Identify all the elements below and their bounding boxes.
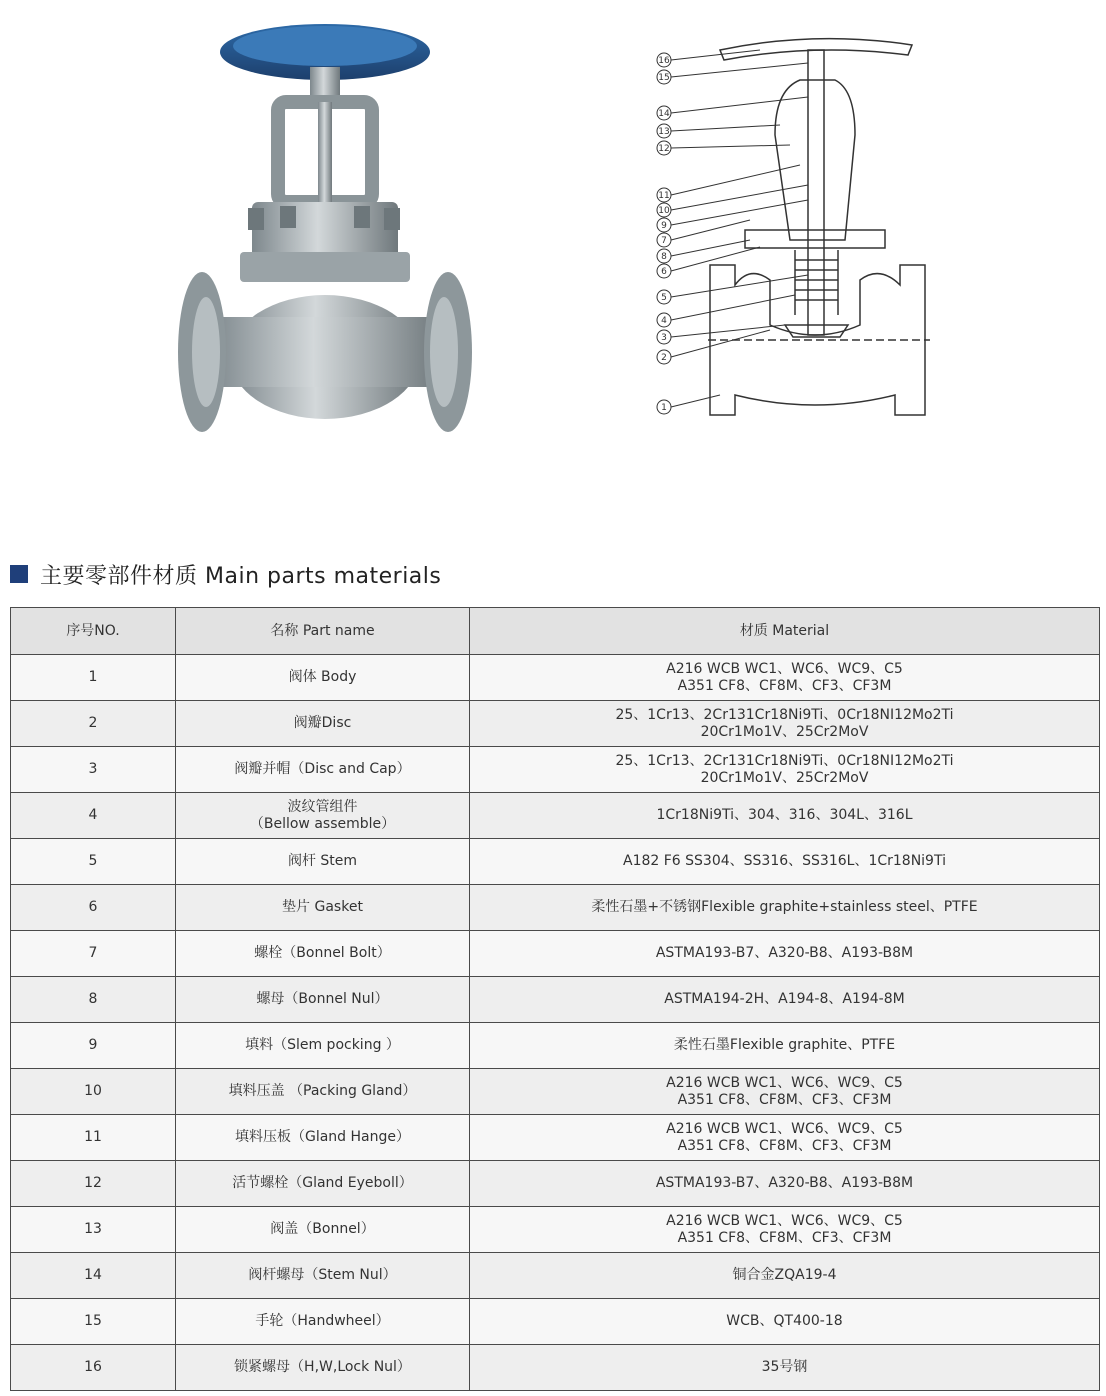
- svg-text:10: 10: [658, 206, 670, 216]
- table-row: [11, 885, 1100, 931]
- material-line: A216 WCB WC1、WC6、WC9、C5: [666, 660, 903, 677]
- cell-no: 9: [11, 1023, 176, 1069]
- cell-material: [470, 1207, 1100, 1253]
- cell-material: [470, 1345, 1100, 1391]
- callout-16: [657, 50, 760, 67]
- material-line: 柔性石墨+不锈钢Flexible graphite+stainless steel、PTFE: [591, 899, 978, 915]
- part-name-line: 锁紧螺母（H,W,Lock Nul）: [234, 1359, 411, 1375]
- cell-no: 8: [11, 977, 176, 1023]
- section-title-text: 主要零部件材质 Main parts materials: [40, 563, 442, 589]
- callout-12: [657, 141, 790, 155]
- part-name-line: 垫片 Gasket: [282, 899, 363, 915]
- material-line: A216 WCB WC1、WC6、WC9、C5: [666, 1120, 903, 1137]
- cell-part-name: [176, 1207, 470, 1253]
- cell-material: [470, 1069, 1100, 1115]
- material-line: ASTMA193-B7、A320-B8、A193-B8M: [655, 1175, 914, 1191]
- svg-text:8: 8: [661, 252, 667, 262]
- cell-part-name: [176, 1345, 470, 1391]
- cell-no: 3: [11, 747, 176, 793]
- cell-part-name: [176, 1161, 470, 1207]
- table-row: [11, 839, 1100, 885]
- cell-material: [470, 701, 1100, 747]
- callout-6: [657, 247, 760, 278]
- cell-no: 12: [11, 1161, 176, 1207]
- cell-part-name: [176, 1069, 470, 1115]
- material-line: 柔性石墨Flexible graphite、PTFE: [673, 1037, 896, 1053]
- cell-material: [470, 655, 1100, 701]
- callout-11: [657, 165, 800, 202]
- table-row: [11, 1345, 1100, 1391]
- svg-text:2: 2: [661, 353, 667, 363]
- material-line: 铜合金ZQA19-4: [732, 1267, 837, 1283]
- part-name-line: （Bellow assemble）: [249, 815, 396, 832]
- part-name-line: 阀瓣Disc: [293, 715, 352, 731]
- callout-4: [657, 295, 795, 327]
- cell-no: 1: [11, 655, 176, 701]
- cell-part-name: [176, 747, 470, 793]
- material-line: A351 CF8、CF8M、CF3、CF3M: [677, 677, 892, 694]
- table-row: [11, 1253, 1100, 1299]
- part-name-line: 阀杆螺母（Stem Nul）: [248, 1267, 397, 1283]
- table-row: [11, 747, 1100, 793]
- svg-text:6: 6: [661, 267, 667, 277]
- table-row: [11, 793, 1100, 839]
- cell-material: [470, 1161, 1100, 1207]
- cell-no: 4: [11, 793, 176, 839]
- heading-square-icon: [10, 565, 28, 583]
- cell-part-name: [176, 793, 470, 839]
- material-line: 20Cr1Mo1V、25Cr2MoV: [700, 723, 869, 740]
- material-line: 35号钢: [761, 1359, 808, 1375]
- callout-5: [657, 275, 808, 304]
- cell-no: 7: [11, 931, 176, 977]
- svg-text:15: 15: [658, 73, 670, 83]
- part-name-line: 阀瓣并帽（Disc and Cap）: [234, 761, 411, 777]
- material-line: 1Cr18Ni9Ti、304、316、304L、316L: [656, 807, 913, 823]
- cell-no: 10: [11, 1069, 176, 1115]
- table-row: [11, 1069, 1100, 1115]
- callout-15: [657, 63, 808, 84]
- cell-no: 6: [11, 885, 176, 931]
- table-row: [11, 701, 1100, 747]
- material-line: A182 F6 SS304、SS316、SS316L、1Cr18Ni9Ti: [623, 853, 946, 869]
- material-line: A351 CF8、CF8M、CF3、CF3M: [677, 1229, 892, 1246]
- callout-3: [657, 325, 785, 344]
- part-name-line: 填料（Slem pocking ）: [245, 1037, 400, 1053]
- cell-part-name: [176, 701, 470, 747]
- cell-material: [470, 747, 1100, 793]
- material-line: 25、1Cr13、2Cr131Cr18Ni9Ti、0Cr18NI12Mo2Ti: [615, 706, 954, 723]
- cell-no: 13: [11, 1207, 176, 1253]
- material-line: 25、1Cr13、2Cr131Cr18Ni9Ti、0Cr18NI12Mo2Ti: [615, 752, 954, 769]
- cell-material: [470, 977, 1100, 1023]
- parts-materials-table: [10, 607, 1100, 1391]
- cell-no: 5: [11, 839, 176, 885]
- callout-2: [657, 330, 770, 364]
- cell-material: [470, 1023, 1100, 1069]
- cell-no: 2: [11, 701, 176, 747]
- material-line: ASTMA194-2H、A194-8、A194-8M: [664, 991, 905, 1007]
- cell-material: [470, 1299, 1100, 1345]
- table-row: [11, 655, 1100, 701]
- svg-text:14: 14: [658, 109, 670, 119]
- svg-text:7: 7: [661, 236, 667, 246]
- cell-material: [470, 793, 1100, 839]
- header-no: 序号NO.: [11, 608, 176, 655]
- cell-part-name: [176, 1023, 470, 1069]
- cell-no: 15: [11, 1299, 176, 1345]
- cell-material: [470, 1115, 1100, 1161]
- valve-section-diagram: [650, 25, 950, 425]
- cell-material: [470, 885, 1100, 931]
- svg-text:1: 1: [661, 403, 667, 413]
- part-name-line: 填料压盖 （Packing Gland）: [228, 1083, 417, 1099]
- svg-text:11: 11: [658, 191, 670, 201]
- table-row: [11, 1023, 1100, 1069]
- cell-part-name: [176, 931, 470, 977]
- cell-no: 11: [11, 1115, 176, 1161]
- svg-text:9: 9: [661, 221, 667, 231]
- cell-part-name: [176, 1299, 470, 1345]
- cell-part-name: [176, 1115, 470, 1161]
- table-row: [11, 1161, 1100, 1207]
- part-name-line: 活节螺栓（Gland Eyeboll）: [232, 1175, 413, 1191]
- table-row: [11, 931, 1100, 977]
- callout-8: [657, 240, 750, 263]
- header-material: 材质 Material: [470, 608, 1100, 655]
- cell-material: [470, 931, 1100, 977]
- cell-part-name: [176, 1253, 470, 1299]
- callout-13: [657, 124, 780, 138]
- part-name-line: 阀杆 Stem: [287, 853, 358, 869]
- table-header-row: [11, 608, 1100, 655]
- cell-no: 14: [11, 1253, 176, 1299]
- material-line: WCB、QT400-18: [726, 1313, 843, 1329]
- cell-no: 16: [11, 1345, 176, 1391]
- cell-part-name: [176, 839, 470, 885]
- material-line: ASTMA193-B7、A320-B8、A193-B8M: [655, 945, 914, 961]
- table-row: [11, 1207, 1100, 1253]
- part-name-line: 螺母（Bonnel Nul）: [256, 991, 389, 1007]
- part-name-line: 填料压板（Gland Hange）: [234, 1129, 410, 1145]
- cell-part-name: [176, 655, 470, 701]
- part-name-line: 螺栓（Bonnel Bolt）: [254, 945, 391, 961]
- svg-text:16: 16: [658, 56, 670, 66]
- valve-photo: [170, 12, 480, 447]
- cell-part-name: [176, 885, 470, 931]
- svg-text:13: 13: [658, 127, 670, 137]
- part-name-line: 手轮（Handwheel）: [255, 1313, 390, 1329]
- table-row: [11, 1115, 1100, 1161]
- material-line: A351 CF8、CF8M、CF3、CF3M: [677, 1137, 892, 1154]
- part-name-line: 波纹管组件: [287, 798, 358, 815]
- svg-text:12: 12: [658, 144, 670, 154]
- section-heading: [10, 556, 441, 592]
- part-name-line: 阀体 Body: [288, 669, 357, 685]
- cell-part-name: [176, 977, 470, 1023]
- callout-14: [657, 97, 808, 120]
- cell-material: [470, 839, 1100, 885]
- parts-table-body: [11, 655, 1100, 1391]
- material-line: 20Cr1Mo1V、25Cr2MoV: [700, 769, 869, 786]
- cell-material: [470, 1253, 1100, 1299]
- material-line: A351 CF8、CF8M、CF3、CF3M: [677, 1091, 892, 1108]
- svg-text:4: 4: [661, 316, 667, 326]
- table-row: [11, 977, 1100, 1023]
- svg-text:3: 3: [661, 333, 667, 343]
- part-name-line: 阀盖（Bonnel）: [270, 1221, 375, 1237]
- header-part-name: 名称 Part name: [176, 608, 470, 655]
- material-line: A216 WCB WC1、WC6、WC9、C5: [666, 1074, 903, 1091]
- material-line: A216 WCB WC1、WC6、WC9、C5: [666, 1212, 903, 1229]
- table-row: [11, 1299, 1100, 1345]
- svg-text:5: 5: [661, 293, 667, 303]
